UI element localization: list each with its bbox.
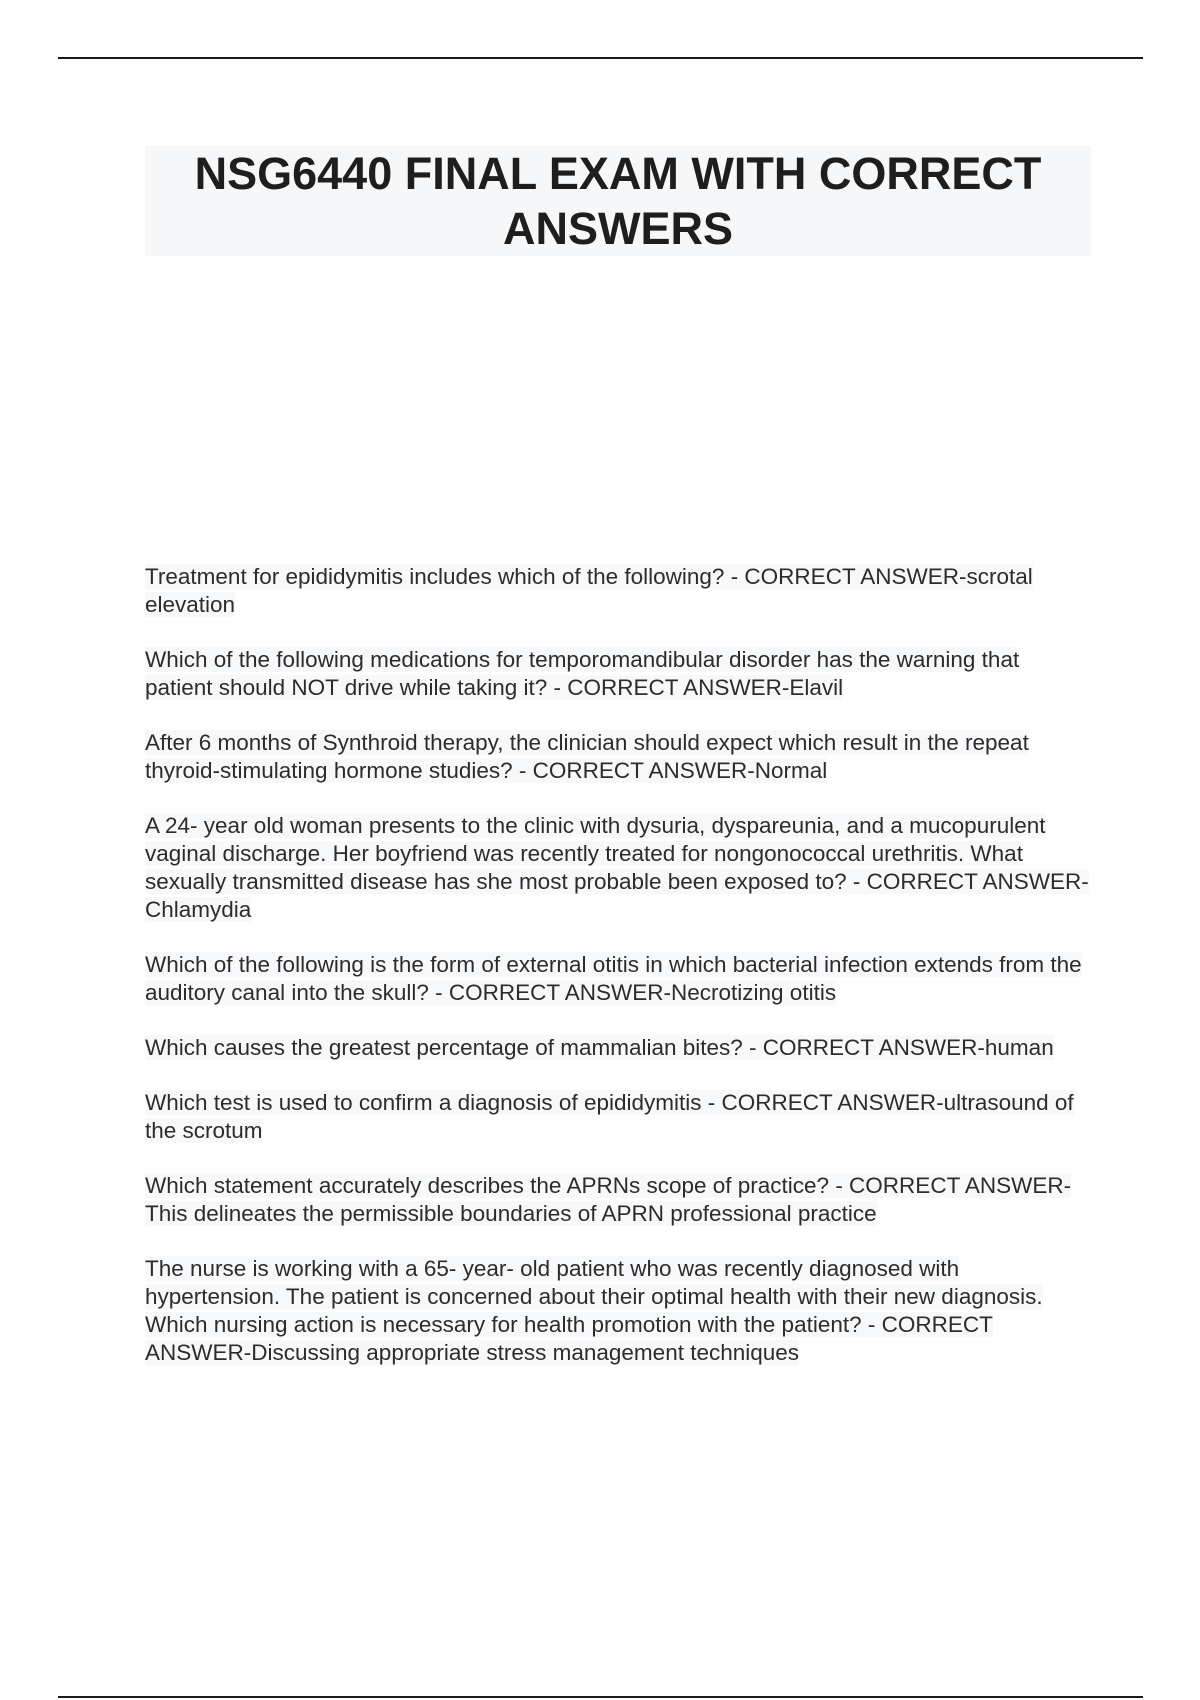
qa-text: Which of the following medications for temporomandibular disorder has the warning that patient should NOT drive while taking it? - CORRECT ANSWER-Elavil xyxy=(145,647,1020,700)
qa-item-1 xyxy=(145,563,1091,619)
qa-list xyxy=(145,563,1091,1394)
qa-text: After 6 months of Synthroid therapy, the clinician should expect which result in the repeat thyroid-stimulating hormone studies? - CORRECT ANSWER-Normal xyxy=(145,730,1029,783)
qa-text: Which causes the greatest percentage of mammalian bites? - CORRECT ANSWER-human xyxy=(145,1035,1054,1060)
document-title: NSG6440 FINAL EXAM WITH CORRECT ANSWERS xyxy=(194,148,1042,254)
qa-item-2 xyxy=(145,646,1091,702)
bottom-rule xyxy=(58,1696,1143,1698)
qa-text: Which statement accurately describes the APRNs scope of practice? - CORRECT ANSWER-This delineates the permissible boundaries of APRN professional practice xyxy=(145,1173,1072,1226)
qa-item-5 xyxy=(145,951,1091,1007)
top-rule xyxy=(58,57,1143,59)
qa-text: Which of the following is the form of external otitis in which bacterial infection extends from the auditory canal into the skull? - CORRECT ANSWER-Necrotizing otitis xyxy=(145,952,1082,1005)
qa-item-8 xyxy=(145,1172,1091,1228)
qa-text: The nurse is working with a 65- year- old patient who was recently diagnosed with hypertension. The patient is concerned about their optimal health with their new diagnosis. Which nursing action is necessary for health promotion with the patient? - CORRECT ANSWER-Discussing appropriate stress management techniques xyxy=(145,1256,1043,1365)
qa-item-3 xyxy=(145,729,1091,785)
qa-text: Treatment for epididymitis includes which of the following? - CORRECT ANSWER-scrotal elevation xyxy=(145,564,1033,617)
qa-item-6 xyxy=(145,1034,1091,1062)
qa-item-9 xyxy=(145,1255,1091,1367)
qa-item-4 xyxy=(145,812,1091,924)
qa-item-7 xyxy=(145,1089,1091,1145)
title-block xyxy=(145,146,1091,256)
qa-text: Which test is used to confirm a diagnosis of epididymitis - CORRECT ANSWER-ultrasound of the scrotum xyxy=(145,1090,1074,1143)
qa-text: A 24- year old woman presents to the clinic with dysuria, dyspareunia, and a mucopurulent vaginal discharge. Her boyfriend was recently treated for nongonococcal urethritis. What sexually transmitted disease has she most probable been exposed to? - CORRECT ANSWER-Chlamydia xyxy=(145,813,1089,922)
